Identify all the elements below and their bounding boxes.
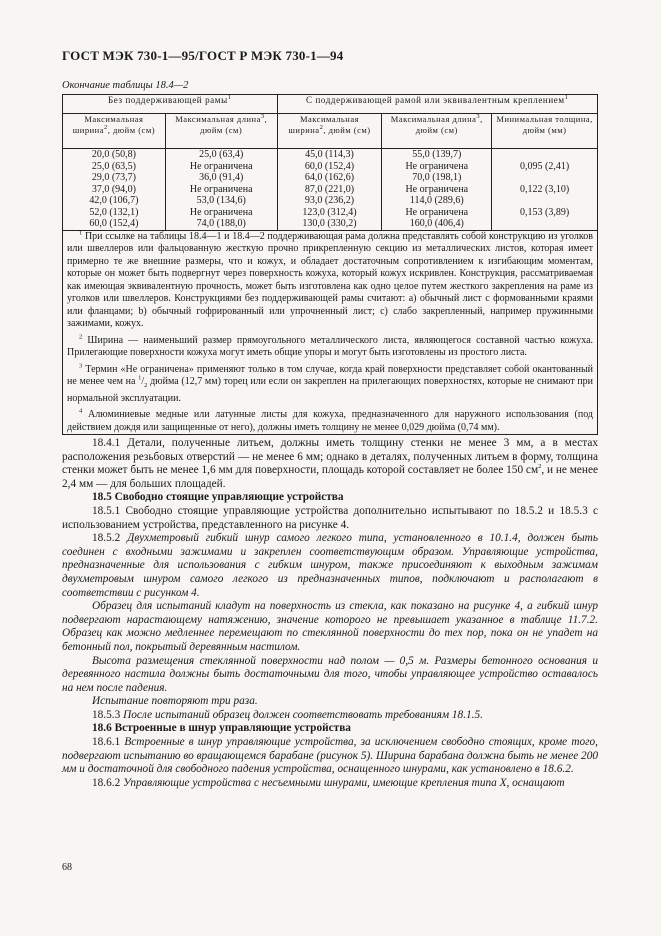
section-heading-18-5: 18.5 Свободно стоящие управляющие устройства [92,491,344,504]
table-caption: Окончание таблицы 18.4—2 [62,80,189,91]
table-cell: 25,0 (63,4) [199,149,244,160]
table-cell: 0,095 (2,41) [520,160,570,172]
table-cell [496,149,593,161]
col-header-max-width-2: Максимальная ширина$^2$, дюйм (см) [277,114,382,149]
paragraph-18-5-3: 18.5.3 После испытаний образец должен соответствовать требованиям 18.1.5. [92,708,483,721]
table-cell: Не ограничена [189,183,253,195]
table-cell: 42,0 (106,7) [89,195,139,206]
page-header: ГОСТ МЭК 730-1—95/ГОСТ Р МЭК 730-1—94 [62,48,344,63]
table-cell: 45,0 (114,3) [305,149,354,160]
col-header-max-length-1: Максимальная длина$^3$, дюйм (см) [165,114,277,149]
table-cell: Не ограничена [405,206,469,218]
paragraph-18-6-2: 18.6.2 Управляющие устройства с несъемными шнурами, имеющие крепления типа X, оснащают [92,776,565,789]
note-1: $^1$ При ссылке на таблицы 18.4—1 и 18.4—2 поддерживающая рама должна представлять собой конструкцию из уголков или швеллеров или фальцованную жесткую прочно прикрепленную секцию из металлических листов, которая имеет примерно те же внешние размеры, что и кожух, и обладает достаточным сопротивлением к изгибающим моментам, которые он может быть подвергнут через поверхность кожуха, который кожух искривлен. Конструкция, рассматриваемая как имеющая эквивалентную прочность, может быть изготовлена как одно целое путем жесткого закрепления на раме из уголков или швеллеров. Конструкциями без поддерживающей рамы считают: а) обычный лист с формованными краями или фланцами; b) обычный гофрированный или упрочненный лист; с) слабо закрепленный, например пружинными зажимами, кожух. [67,229,593,329]
group-without-frame: Без поддерживающей рамы$^1$ [63,95,278,114]
note-4: $^4$ Алюминиевые медные или латунные листы для кожуха, предназначенного для наружного использования (под действием дождя или защищенные от него), должны иметь толщину не менее 0,029 дюйма (0,74 мм). [67,407,594,433]
note-2: $^2$ Ширина — наименьший размер прямоугольного металлического листа, являющегося составной частью кожуха. Прилегающие поверхности кожуха могут иметь общие упоры и могут быть изготовлены из простого листа. [67,333,594,358]
col-max-length-2-values [382,149,492,231]
table-group-header-row [63,95,598,114]
table-cell [496,218,593,230]
table-cell: 74,0 (188,0) [196,218,246,229]
paragraph-18-4-1: 18.4.1 Детали, полученные литьем, должны иметь толщину стенки не менее 3 мм, а в местах расположения резьбовых отверстий — не менее 6 мм; однако в деталях, полученных литьем в форму, толщина стенки может быть не менее 1,6 мм для поверхности, площадь которой составляет не более 150 $см^2$, и не менее 2,4 мм — для больших площадей. [62,437,599,490]
table-cell: 160,0 (406,4) [409,218,464,229]
table-cell: 53,0 (134,6) [196,195,246,206]
table-cell: Не ограничена [405,183,469,195]
note-3: $^3$ Термин «Не ограничена» применяют только в том случае, когда край поверхности представляет собой окантованный не менее чем на $^1/_2$ дюйма (12,7 мм) торец или если он закреплен на прилегающих поверхностях, которые не снимают при нормальной эксплуатации. [67,362,594,404]
paragraph-18-5-1: 18.5.1 Свободно стоящие управляющие устройства дополнительно испытывают по 18.5.2 и 18.5.3 с использованием устройства, представленного на рисунке 4. [62,504,598,531]
paragraph-repeat: Испытание повторяют три раза. [92,695,258,708]
col-min-thickness-values [492,149,598,231]
paragraph-18-6-1: 18.6.1 Встроенные в шнур управляющие устройства, за исключением свободно стоящих, кроме того, подвергают испытанию во вращающемся барабане (рисунок 5). Ширина барабана должна быть не менее 200 мм и достаточной для свободного падения устройства, оснащенного шнурами, как установлено в 18.6.2. [62,736,598,776]
table-notes [63,230,598,435]
table-cell: 130,0 (330,2) [302,218,357,229]
table-cell: 60,0 (152,4) [304,160,355,172]
table-cell: 123,0 (312,4) [302,206,357,218]
paragraph-glass-height: Высота размещения стеклянной поверхности над полом — 0,5 м. Размеры бетонного основания и деревянного настила должны быть достаточными для того, чтобы управляющее устройство оставалось на нем после падения. [62,654,598,694]
col-max-length-1-values [165,149,277,231]
table-data-block [63,149,598,231]
table-cell: 55,0 (139,7) [412,149,462,160]
table-cell: 29,0 (73,7) [91,172,136,183]
table-cell: 20,0 (50,8) [91,149,136,160]
col-max-width-2-values [277,149,382,231]
table-cell: 70,0 (198,1) [412,172,462,183]
page-number: 68 [62,862,72,873]
col-max-width-1-values [63,149,166,231]
table-column-header-row [63,114,598,149]
table-cell: 0,122 (3,10) [520,183,570,195]
col-header-max-length-2: Максимальная длина$^3$, дюйм (см) [382,114,492,149]
table-cell: 64,0 (162,6) [304,172,355,183]
table-cell: 87,0 (221,0) [304,183,355,195]
table-cell: Не ограничена [189,206,253,218]
table-cell: 60,0 (152,4) [89,218,139,229]
paragraph-sample-placement: Образец для испытаний кладут на поверхность из стекла, как показано на рисунке 4, а гибкий шнур подвергают нарастающему натяжению, значение которого не превышает указанное в таблице 11.7.2. Образец как можно медленнее перемещают по стеклянной поверхности до тех пор, пока он не упадет на бетонный пол, покрытый деревянным настилом. [62,600,598,653]
table-notes-row [63,230,598,435]
table-cell [496,172,593,184]
table-cell: 25,0 (63,5) [91,160,136,172]
group-with-frame: С поддерживающей рамой или эквивалентным креплением$^1$ [277,95,597,114]
paragraph-18-5-2: 18.5.2 Двухметровый гибкий шнур самого легкого типа, установленного в 10.1.4, должен быть соединен с входными зажимами и закреплен соответствующим образом. Управляющие устройства, предназначенные для использования с гибким шнуром, также присоединяют к выходным зажимам двухметровым шнуром самого легкого из предназначенных типов, подключают и располагают в соответствии с рисунком 4. [62,532,598,599]
table-cell: 37,0 (94,0) [91,183,136,195]
table-cell: 52,0 (132,1) [89,206,139,218]
table-cell: 93,0 (236,2) [304,195,355,206]
table-cell: 114,0 (289,6) [409,195,464,206]
body-text [62,437,598,790]
table-cell [496,195,593,207]
table-cell: Не ограничена [405,160,469,172]
dimensions-table [62,94,598,435]
section-heading-18-6: 18.6 Встроенные в шнур управляющие устройства [92,722,351,735]
col-header-max-width-1: Максимальная ширина$^2$, дюйм (см) [63,114,166,149]
table-cell: 0,153 (3,89) [520,206,570,218]
table-cell: 36,0 (91,4) [199,172,244,183]
table-cell: Не ограничена [189,160,253,172]
col-header-min-thickness: Минимальная толщина, дюйм (мм) [492,114,598,149]
